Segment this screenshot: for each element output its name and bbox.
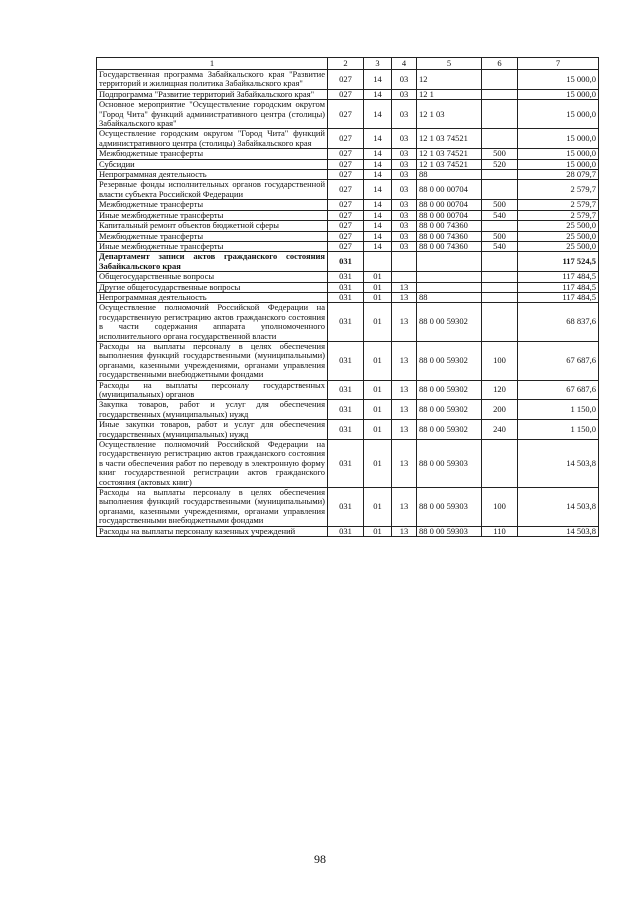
- expense-type-cell: [482, 440, 518, 488]
- table-row: [97, 200, 599, 210]
- section-cell: 14: [364, 180, 392, 200]
- subsection-cell: 03: [392, 210, 417, 220]
- row-name-cell: Расходы на выплаты персоналу государственных (муниципальных) органов: [97, 380, 328, 400]
- amount-cell: 15 000,0: [518, 159, 599, 169]
- subsection-cell: 13: [392, 282, 417, 292]
- row-name-cell: Иные межбюджетные трансферты: [97, 210, 328, 220]
- admin-code-cell: 027: [328, 129, 364, 149]
- row-name-cell: Департамент записи актов гражданского состояния Забайкальского края: [97, 252, 328, 272]
- admin-code-cell: 027: [328, 221, 364, 231]
- section-cell: 14: [364, 129, 392, 149]
- target-item-cell: 88 0 00 59302: [417, 400, 482, 420]
- target-item-cell: [417, 282, 482, 292]
- admin-code-cell: 031: [328, 400, 364, 420]
- expense-type-cell: 500: [482, 231, 518, 241]
- row-name-cell: Капитальный ремонт объектов бюджетной сферы: [97, 221, 328, 231]
- section-cell: 14: [364, 149, 392, 159]
- table-row: [97, 272, 599, 282]
- admin-code-cell: 027: [328, 100, 364, 129]
- expense-type-cell: [482, 221, 518, 231]
- expense-type-cell: [482, 303, 518, 342]
- amount-cell: 25 500,0: [518, 241, 599, 251]
- subsection-cell: 03: [392, 231, 417, 241]
- row-name-cell: Государственная программа Забайкальского края "Развитие территорий и жилищная политика Забайкальского края": [97, 70, 328, 90]
- expense-type-cell: 200: [482, 400, 518, 420]
- amount-cell: 67 687,6: [518, 341, 599, 380]
- subsection-cell: 13: [392, 488, 417, 527]
- amount-cell: 2 579,7: [518, 210, 599, 220]
- subsection-cell: 03: [392, 241, 417, 251]
- expense-type-cell: [482, 170, 518, 180]
- section-cell: 14: [364, 159, 392, 169]
- admin-code-cell: 027: [328, 89, 364, 99]
- table-row: [97, 129, 599, 149]
- table-row: [97, 100, 599, 129]
- header-cell: 1: [97, 58, 328, 70]
- subsection-cell: 03: [392, 200, 417, 210]
- subsection-cell: [392, 272, 417, 282]
- row-name-cell: Субсидии: [97, 159, 328, 169]
- table-row: [97, 488, 599, 527]
- table-row: [97, 210, 599, 220]
- subsection-cell: 13: [392, 420, 417, 440]
- section-cell: 14: [364, 170, 392, 180]
- row-name-cell: Непрограммная деятельность: [97, 292, 328, 302]
- row-name-cell: Подпрограмма "Развитие территорий Забайкальского края": [97, 89, 328, 99]
- amount-cell: 15 000,0: [518, 70, 599, 90]
- subsection-cell: 03: [392, 180, 417, 200]
- admin-code-cell: 027: [328, 180, 364, 200]
- section-cell: 14: [364, 200, 392, 210]
- amount-cell: 15 000,0: [518, 149, 599, 159]
- row-name-cell: Расходы на выплаты персоналу казенных учреждений: [97, 526, 328, 536]
- table-row: [97, 282, 599, 292]
- section-cell: 01: [364, 488, 392, 527]
- amount-cell: 25 500,0: [518, 231, 599, 241]
- page-number: 98: [314, 852, 326, 866]
- table-row: [97, 241, 599, 251]
- section-cell: 01: [364, 341, 392, 380]
- subsection-cell: 03: [392, 70, 417, 90]
- table-row: [97, 231, 599, 241]
- target-item-cell: 88 0 00 74360: [417, 241, 482, 251]
- row-name-cell: Другие общегосударственные вопросы: [97, 282, 328, 292]
- target-item-cell: [417, 272, 482, 282]
- subsection-cell: 03: [392, 149, 417, 159]
- row-name-cell: Закупка товаров, работ и услуг для обеспечения государственных (муниципальных) нужд: [97, 400, 328, 420]
- admin-code-cell: 027: [328, 200, 364, 210]
- row-name-cell: Основное мероприятие "Осуществление городским округом "Город Чита" функций административного центра (столицы) Забайкальского края": [97, 100, 328, 129]
- row-name-cell: Иные закупки товаров, работ и услуг для обеспечения государственных (муниципальных) нужд: [97, 420, 328, 440]
- row-name-cell: Расходы на выплаты персоналу в целях обеспечения выполнения функций государственными (муниципальными) органами, казенными учреждениями, органами управления государственными внебюджетными фондами: [97, 488, 328, 527]
- header-cell: 3: [364, 58, 392, 70]
- subsection-cell: 13: [392, 440, 417, 488]
- section-cell: 01: [364, 420, 392, 440]
- table-row: [97, 89, 599, 99]
- admin-code-cell: 031: [328, 341, 364, 380]
- subsection-cell: 03: [392, 221, 417, 231]
- header-cell: 4: [392, 58, 417, 70]
- section-cell: 01: [364, 380, 392, 400]
- section-cell: 14: [364, 89, 392, 99]
- target-item-cell: 12 1 03 74521: [417, 129, 482, 149]
- expense-type-cell: 500: [482, 149, 518, 159]
- row-name-cell: Осуществление городским округом "Город Чита" функций административного центра (столицы) Забайкальского края: [97, 129, 328, 149]
- admin-code-cell: 027: [328, 241, 364, 251]
- table-row: [97, 221, 599, 231]
- amount-cell: 15 000,0: [518, 89, 599, 99]
- admin-code-cell: 027: [328, 149, 364, 159]
- row-name-cell: Осуществление полномочий Российской Федерации на государственную регистрацию актов гражданского состояния в части содержания аппарата уполномоченного исполнительного органа государственной власти: [97, 303, 328, 342]
- subsection-cell: 03: [392, 100, 417, 129]
- table-row: [97, 252, 599, 272]
- section-cell: 01: [364, 440, 392, 488]
- header-cell: 5: [417, 58, 482, 70]
- row-name-cell: Общегосударственные вопросы: [97, 272, 328, 282]
- target-item-cell: 12 1 03: [417, 100, 482, 129]
- target-item-cell: 88 0 00 00704: [417, 200, 482, 210]
- row-name-cell: Осуществление полномочий Российской Федерации на государственную регистрацию актов гражданского состояния в части обеспечения работ по переводу в электронную форму книг государственной регистрации актов гражданского состояния (актовых книг): [97, 440, 328, 488]
- table-row: [97, 149, 599, 159]
- expense-type-cell: [482, 180, 518, 200]
- row-name-cell: Межбюджетные трансферты: [97, 149, 328, 159]
- section-cell: 01: [364, 272, 392, 282]
- target-item-cell: 88 0 00 59303: [417, 488, 482, 527]
- admin-code-cell: 031: [328, 303, 364, 342]
- admin-code-cell: 031: [328, 252, 364, 272]
- target-item-cell: 88: [417, 170, 482, 180]
- admin-code-cell: 031: [328, 440, 364, 488]
- subsection-cell: 13: [392, 400, 417, 420]
- admin-code-cell: 027: [328, 70, 364, 90]
- expense-type-cell: 540: [482, 241, 518, 251]
- amount-cell: 117 524,5: [518, 252, 599, 272]
- amount-cell: 25 500,0: [518, 221, 599, 231]
- row-name-cell: Межбюджетные трансферты: [97, 200, 328, 210]
- section-cell: 14: [364, 241, 392, 251]
- row-name-cell: Резервные фонды исполнительных органов государственной власти субъекта Российской Федерации: [97, 180, 328, 200]
- table-row: [97, 70, 599, 90]
- amount-cell: 28 079,7: [518, 170, 599, 180]
- expense-type-cell: 540: [482, 210, 518, 220]
- amount-cell: 15 000,0: [518, 100, 599, 129]
- amount-cell: 117 484,5: [518, 282, 599, 292]
- admin-code-cell: 027: [328, 170, 364, 180]
- amount-cell: 67 687,6: [518, 380, 599, 400]
- expense-type-cell: [482, 100, 518, 129]
- subsection-cell: 13: [392, 380, 417, 400]
- table-row: [97, 170, 599, 180]
- row-name-cell: Иные межбюджетные трансферты: [97, 241, 328, 251]
- header-cell: 2: [328, 58, 364, 70]
- row-name-cell: Непрограммная деятельность: [97, 170, 328, 180]
- target-item-cell: [417, 252, 482, 272]
- budget-table: [96, 57, 599, 537]
- amount-cell: 14 503,8: [518, 526, 599, 536]
- admin-code-cell: 031: [328, 282, 364, 292]
- expense-type-cell: [482, 70, 518, 90]
- amount-cell: 117 484,5: [518, 272, 599, 282]
- target-item-cell: 88: [417, 292, 482, 302]
- subsection-cell: 03: [392, 159, 417, 169]
- section-cell: 01: [364, 303, 392, 342]
- table-row: [97, 420, 599, 440]
- subsection-cell: 03: [392, 170, 417, 180]
- target-item-cell: 88 0 00 59302: [417, 420, 482, 440]
- section-cell: 14: [364, 210, 392, 220]
- table-row: [97, 341, 599, 380]
- section-cell: 01: [364, 292, 392, 302]
- subsection-cell: 03: [392, 129, 417, 149]
- expense-type-cell: [482, 89, 518, 99]
- amount-cell: 1 150,0: [518, 420, 599, 440]
- amount-cell: 1 150,0: [518, 400, 599, 420]
- subsection-cell: [392, 252, 417, 272]
- table-row: [97, 440, 599, 488]
- target-item-cell: 88 0 00 59303: [417, 526, 482, 536]
- expense-type-cell: 100: [482, 341, 518, 380]
- section-cell: [364, 252, 392, 272]
- section-cell: 14: [364, 221, 392, 231]
- section-cell: 01: [364, 526, 392, 536]
- table-row: [97, 303, 599, 342]
- target-item-cell: 88 0 00 59302: [417, 341, 482, 380]
- target-item-cell: 88 0 00 74360: [417, 221, 482, 231]
- expense-type-cell: 500: [482, 200, 518, 210]
- amount-cell: 117 484,5: [518, 292, 599, 302]
- admin-code-cell: 031: [328, 420, 364, 440]
- table-body: [97, 58, 599, 537]
- subsection-cell: 13: [392, 526, 417, 536]
- target-item-cell: 88 0 00 59302: [417, 380, 482, 400]
- expense-type-cell: 100: [482, 488, 518, 527]
- table-row: [97, 380, 599, 400]
- subsection-cell: 13: [392, 303, 417, 342]
- row-name-cell: Расходы на выплаты персоналу в целях обеспечения выполнения функций государственными (муниципальными) органами, казенными учреждениями, органами управления государственными внебюджетными фондами: [97, 341, 328, 380]
- section-cell: 01: [364, 400, 392, 420]
- amount-cell: 15 000,0: [518, 129, 599, 149]
- subsection-cell: 13: [392, 292, 417, 302]
- amount-cell: 14 503,8: [518, 488, 599, 527]
- header-row: [97, 58, 599, 70]
- admin-code-cell: 031: [328, 488, 364, 527]
- target-item-cell: 88 0 00 74360: [417, 231, 482, 241]
- subsection-cell: 13: [392, 341, 417, 380]
- target-item-cell: 88 0 00 00704: [417, 210, 482, 220]
- table-row: [97, 180, 599, 200]
- section-cell: 01: [364, 282, 392, 292]
- section-cell: 14: [364, 70, 392, 90]
- expense-type-cell: 520: [482, 159, 518, 169]
- table-row: [97, 526, 599, 536]
- admin-code-cell: 031: [328, 380, 364, 400]
- target-item-cell: 12 1 03 74521: [417, 149, 482, 159]
- expense-type-cell: [482, 252, 518, 272]
- target-item-cell: 12 1: [417, 89, 482, 99]
- amount-cell: 14 503,8: [518, 440, 599, 488]
- header-cell: 6: [482, 58, 518, 70]
- target-item-cell: 88 0 00 59302: [417, 303, 482, 342]
- subsection-cell: 03: [392, 89, 417, 99]
- target-item-cell: 88 0 00 59303: [417, 440, 482, 488]
- admin-code-cell: 031: [328, 526, 364, 536]
- expense-type-cell: 240: [482, 420, 518, 440]
- row-name-cell: Межбюджетные трансферты: [97, 231, 328, 241]
- section-cell: 14: [364, 231, 392, 241]
- target-item-cell: 12 1 03 74521: [417, 159, 482, 169]
- expense-type-cell: [482, 129, 518, 149]
- amount-cell: 68 837,6: [518, 303, 599, 342]
- expense-type-cell: 110: [482, 526, 518, 536]
- table-row: [97, 400, 599, 420]
- expense-type-cell: [482, 282, 518, 292]
- table-row: [97, 159, 599, 169]
- section-cell: 14: [364, 100, 392, 129]
- amount-cell: 2 579,7: [518, 200, 599, 210]
- expense-type-cell: [482, 292, 518, 302]
- expense-type-cell: [482, 272, 518, 282]
- expense-type-cell: 120: [482, 380, 518, 400]
- admin-code-cell: 027: [328, 231, 364, 241]
- table-row: [97, 292, 599, 302]
- target-item-cell: 12: [417, 70, 482, 90]
- amount-cell: 2 579,7: [518, 180, 599, 200]
- admin-code-cell: 031: [328, 272, 364, 282]
- admin-code-cell: 027: [328, 159, 364, 169]
- target-item-cell: 88 0 00 00704: [417, 180, 482, 200]
- header-cell: 7: [518, 58, 599, 70]
- admin-code-cell: 027: [328, 210, 364, 220]
- admin-code-cell: 031: [328, 292, 364, 302]
